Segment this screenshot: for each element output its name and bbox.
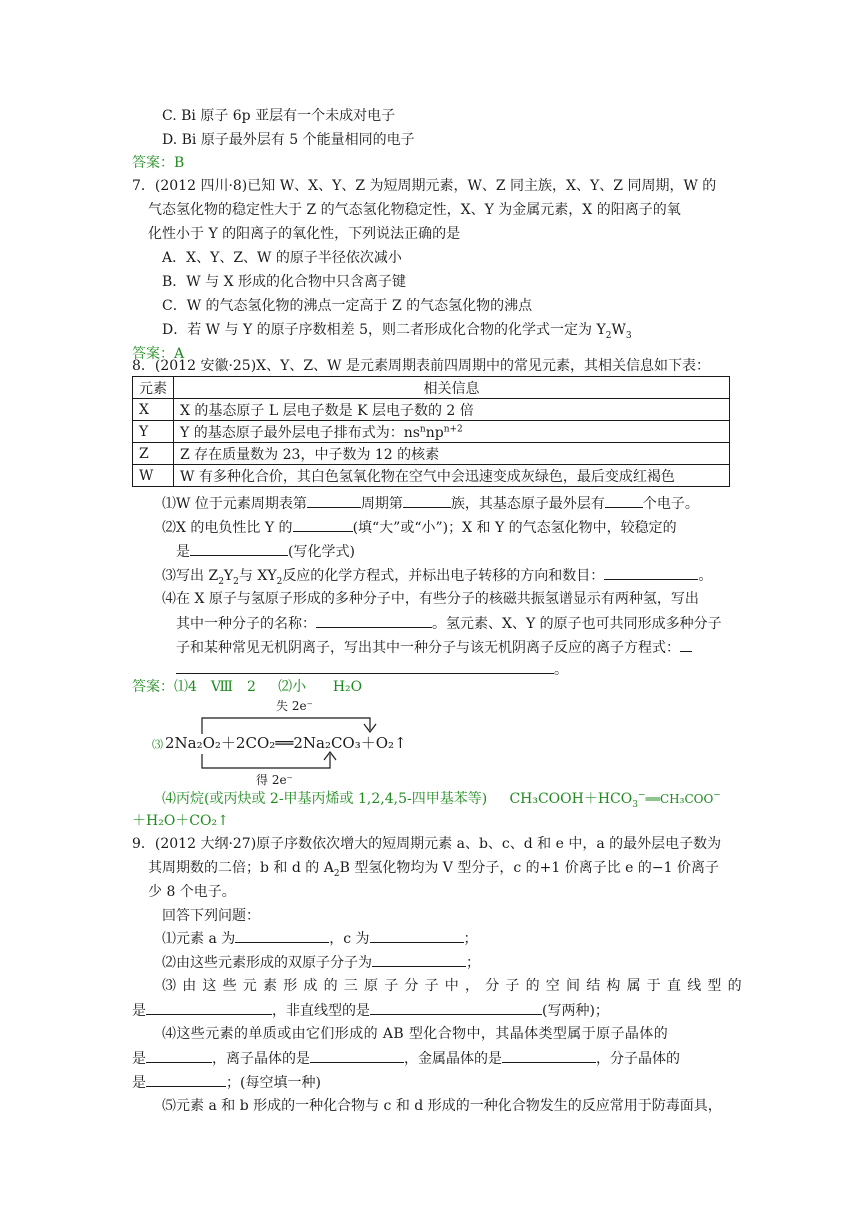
q7-answer: 答案：A [132,346,185,362]
answer-blank[interactable] [146,1072,226,1087]
q9-p3-text-b: ，非直线型的是 [272,1003,370,1019]
q8-part3: ⑶写出 $Z_2Y_2$与 $XY_2$反应的化学方程式，并标出电子转移的方向和数目： 。 [162,565,712,586]
q9-p4-text-f: ；(每空填一种) [226,1075,321,1091]
q8-p3-text-c: 与 XY [238,568,277,584]
q8-p4-text-b: 。氢元素、X、Y 的原子也可共同形成多种分子 [432,616,722,632]
q9-stem-line2: 其周期数的二倍；b 和 d 的 $A_2B$ 型氢化物均为 V 型分子，c 的+1 价离子比 e 的−1 价离子 [148,860,719,879]
q7-option-a: A．X、Y、Z、W 的原子半径依次减小 [162,250,402,266]
reaction-equation: 2Na₂O₂＋2CO₂══2Na₂CO₃＋O₂↑ [165,734,407,752]
q9-stem-line1: 9．(2012 大纲·27)原子序数依次增大的短周期元素 a、b、c、d 和 e 中，a 的最外层电子数为 [132,836,722,852]
q7-option-d-sub2: 3 [625,330,632,341]
y-config-text: Y 的基态原子最外层电子排布式为：ns [180,424,420,441]
q8-answer-4-cont: ＋H₂O＋CO₂↑ [132,813,229,829]
q9-stem-text-a: 其周期数的二倍；b 和 d 的 A [148,860,334,876]
table-cell-info [174,421,730,443]
q6-option-c: C. Bi 原子 6p 亚层有一个未成对电子 [162,108,396,124]
table-row [133,421,730,443]
answer-blank[interactable] [680,637,692,652]
part3-prefix: ⑶ [152,738,163,751]
q7-stem-line1: 7．(2012 四川·8)已知 W、X、Y、Z 为短周期元素，W、Z 同主族，X、Y、Z 同周期，W 的 [132,178,717,194]
q6-option-d: D. Bi 原子最外层有 5 个能量相同的电子 [162,132,415,148]
q9-part4-line3 [132,1072,321,1093]
q9-p1-text-c: ； [463,931,478,947]
answer-blank[interactable] [370,1000,542,1015]
q8-p3-text-b: Y [223,568,234,584]
q6-answer: 答案：B [132,155,185,171]
q7-option-d-sub1: 2 [605,330,612,341]
answer-blank[interactable] [310,1048,404,1063]
table-row [133,399,730,421]
lose-electrons-bracket [202,718,370,734]
q8-part4-line2 [176,613,722,634]
y-config-sup2: n+2 [443,423,463,434]
q8-part2-cont [176,541,355,562]
q7-option-c: C．W 的气态氢化物的沸点一定高于 Z 的气态氢化物的沸点 [162,298,533,314]
y-config-np: np [425,424,444,441]
lose-electrons-label: 失 2e⁻ [276,699,313,713]
q9-p4-text-c: ，金属晶体的是 [404,1051,502,1067]
table-cell-info: W 有多种化合价，其白色氢氧化物在空气中会迅速变成灰绿色，最后变成红褐色 [174,465,730,487]
answer-blank[interactable] [176,659,554,674]
q8-p4-text-c: 子和某种常见无机阴离子，写出其中一种分子与该无机阴离子反应的离子方程式： [176,640,680,656]
q8-answer-4a: ⑷丙烷(或丙炔或 2-甲基丙烯或 1,2,4,5-四甲基苯等) [162,791,488,807]
q9-intro: 回答下列问题： [162,908,260,924]
table-row [133,465,730,487]
y-config-sup1: n [419,423,426,434]
answer-blank[interactable] [307,493,361,508]
q9-stem-line3: 少 8 个电子。 [148,884,236,900]
q8-p2-text-b: (填“大”或“小”)；X 和 Y 的气态氢化物中，较稳定的 [352,520,677,536]
table-cell-element: X [133,399,174,421]
q9-p3-text-c: (写两种)； [542,1003,609,1019]
q8-stem-line1: 8．(2012 安徽·25)X、Y、Z、W 是元素周期表前四周期中的常见元素，其相关信息如下表： [132,358,710,374]
answer-blank[interactable] [190,541,288,556]
q9-part3-line2 [132,1000,609,1021]
q8-p1-text-a: ⑴W 位于元素周期表第 [162,496,307,512]
q8-p2-text-c: 是 [176,544,190,560]
q9-p2-text-b: ； [466,955,480,971]
q8-answer [132,677,362,697]
q9-p1-text-b: ，c 为 [329,931,370,947]
answer-blank[interactable] [235,928,329,943]
q8-answer-2: ⑵小 [278,679,307,695]
electron-transfer-diagram [140,696,440,786]
q8-p1-text-c: 族，其基态原子最外层有 [450,496,605,512]
q8-answer-4: ⑷丙烷(或丙炔或 2-甲基丙烯或 1,2,4,5-四甲基苯等) $CH_3COOH+HCO_3^-══CH_3COO^-$ [162,790,721,810]
q7-stem-line2: 气态氢化物的稳定性大于 Z 的气态氢化物稳定性，X、Y 为金属元素，X 的阳离子的氧 [148,202,681,218]
q9-part5-line1: ⑸元素 a 和 b 形成的一种化合物与 c 和 d 形成的一种化合物发生的反应常用于防毒面具， [162,1098,722,1114]
q9-p1-text-a: ⑴元素 a 为 [162,931,236,947]
gain-electrons-label: 得 2e⁻ [256,773,293,786]
q9-p3-text-a: 是 [132,1003,146,1019]
q8-part4-line3 [176,637,692,658]
answer-blank[interactable] [146,1048,212,1063]
answer-blank[interactable] [605,493,643,508]
q7-option-d-w: W [611,322,626,338]
answer-blank[interactable] [316,613,432,628]
table-row [133,443,730,465]
answer-label: 答案： [132,679,174,695]
answer-blank[interactable] [293,517,353,532]
answer-blank[interactable] [403,493,451,508]
q8-answer-3: H₂O [332,679,363,695]
q8-p3-text-d: 反应的化学方程式，并标出电子转移的方向和数目： [282,568,605,584]
q7-option-d [162,320,632,340]
table-header-info: 相关信息 [174,377,730,399]
q7-stem-line3: 化性小于 Y 的阳离子的氧化性，下列说法正确的是 [148,226,461,242]
q9-p2-text-a: ⑵由这些元素形成的双原子分子为 [162,955,372,971]
q8-p1-text-d: 个电子。 [642,496,699,512]
q8-part4-line1: ⑷在 X 原子与氢原子形成的多种分子中，有些分子的核磁共振氢谱显示有两种氢，写出 [162,591,699,607]
q8-answer-4c: ══CH₃COO [645,792,714,806]
q9-p4-text-e: 是 [132,1075,146,1091]
q8-part2 [162,517,677,538]
q9-part4-line2 [132,1048,680,1069]
q9-part2 [162,952,480,973]
table-cell-info: Z 存在质量数为 23，中子数为 12 的核素 [174,443,730,465]
q8-p3-text-e: 。 [698,568,713,584]
table-cell-element: Y [133,421,174,443]
table-cell-element: Z [133,443,174,465]
answer-blank[interactable] [146,1000,272,1015]
q8-p3-text-a: ⑶写出 Z [162,568,219,584]
q9-p4-text-d: ，分子晶体的 [596,1051,680,1067]
answer-blank[interactable] [370,928,464,943]
q9-part4-line1: ⑷这些元素的单质或由它们形成的 AB 型化合物中，其晶体类型属于原子晶体的 [162,1026,669,1042]
table-cell-element: W [133,465,174,487]
q9-stem-text-b: B 型氢化物均为 V 型分子，c 的+1 价离子比 e 的−1 价离子 [339,860,719,876]
table-header-row [133,377,730,399]
q7-option-d-text: D．若 W 与 Y 的原子序数相差 5，则二者形成化合物的化学式一定为 Y [162,322,606,338]
answer-blank[interactable] [604,565,698,580]
q8-answer-1: ⑴4 Ⅷ 2 [174,679,256,695]
gain-electrons-bracket [202,754,330,768]
q8-p4-text-end: 。 [554,662,568,678]
table-cell-info: X 的基态原子 L 层电子数是 K 层电子数的 2 倍 [174,399,730,421]
q7-option-b: B．W 与 X 形成的化合物中只含离子键 [162,274,406,290]
q8-p2-text-d: (写化学式) [288,544,355,560]
q8-part1 [162,493,699,514]
q9-p4-text-b: ，离子晶体的是 [212,1051,310,1067]
q8-p4-text-a: 其中一种分子的名称： [176,616,316,632]
q9-part1 [162,928,478,949]
table-header-element: 元素 [133,377,174,399]
answer-blank[interactable] [372,952,466,967]
q9-part3-line1: ⑶由这些元素形成的三原子分子中，分子的空间结构属于直线型的 [162,978,748,994]
element-info-table [132,376,730,487]
q9-p4-text-a: 是 [132,1051,146,1067]
q8-p1-text-b: 周期第 [360,496,403,512]
q8-answer-4b: CH₃COOH＋HCO [509,791,633,807]
q8-p2-text-a: ⑵X 的电负性比 Y 的 [162,520,293,536]
answer-blank[interactable] [502,1048,596,1063]
